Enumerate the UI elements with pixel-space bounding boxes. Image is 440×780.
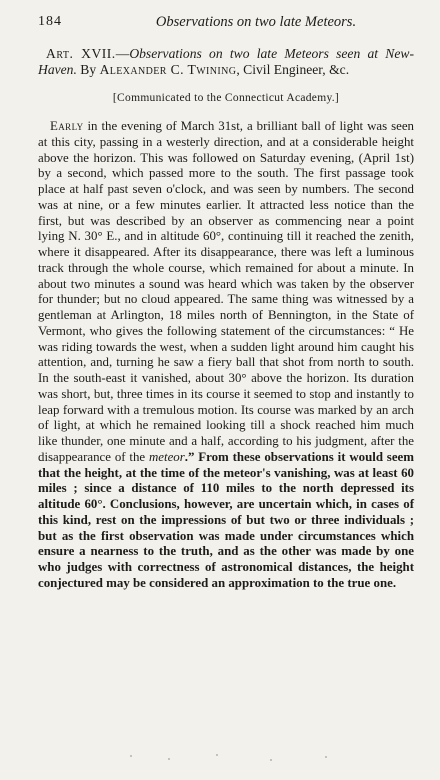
communicated-note: [Communicated to the Connecticut Academy.] bbox=[112, 92, 340, 104]
author-affiliation: , Civil Engineer, &c. bbox=[236, 61, 350, 77]
emphasis-meteor: meteor bbox=[148, 449, 185, 464]
author-name: Alexander C. Twining bbox=[99, 61, 237, 77]
heading-dash: — bbox=[115, 46, 130, 61]
body-part-1: in the evening of March 31st, a brilliant ball of light was seen at this city, passing in a westerly direction, and at a considerable height above the horizon. This was followed on Saturday evening, (April 1st) by a second, which passed more to the south. The first passage took place at half past seven o'clock, and was seen by numbers. The second was at nine, or a few minutes earlier. It attracted less notice than the first, but was described by an observer as commencing near a point lying N. 30° E., and in altitude 60°, continuing till it reached the zenith, where it disappeared. After its disappearance, there was left a luminous track through the whole course, which remained for about a minute. In about two minutes a sound was heard which was taken by the observer for thunder; but no cloud appeared. The same thing was witnessed by a gentleman at Arlington, 18 miles north of Bennington, in the State of Vermont, who gives the following statement of the circumstances: “ He was riding towards the west, when a sudden light around him caught his attention, and, turning he saw a fiery ball that shot from north to south. In the south-east it vanished, about 30° above the horizon. Its duration was short, but, three times in its course it seemed to stop and instantly to leap forward with a tremulous motion. Its course was marked by an arch of light, at which he remained looking till a shock reached him much like thunder, one minute and a half, according to his judgment, after the disappearance of the bbox=[38, 119, 414, 464]
running-head bbox=[38, 12, 414, 32]
paper-speckle bbox=[120, 752, 340, 762]
page-number: 184 bbox=[38, 14, 62, 29]
byline-by: By bbox=[80, 61, 97, 77]
running-title: Observations on two late Meteors. bbox=[155, 14, 357, 30]
body-part-2: .” From these observations it would seem that the height, at the time of the meteor's vanishing, was at least 60 miles ; since a distance of 110 miles to the north depressed its altitude 60°. Conclusions, however, are uncertain which, in cases of this kind, rest on the impressions of but two or three individuals ; but as the first observation was made under circumstances which ensure a nearness to the truth, and as the other was made by one who judges with correctness of astronomical distances, the height conjectured may be considered an approximation to the true one. bbox=[38, 449, 415, 590]
article-heading bbox=[38, 46, 414, 77]
article-number: Art. XVII. bbox=[46, 46, 116, 61]
lead-word: Early bbox=[50, 119, 84, 133]
article-title: Observations on two late Meteors seen at New-Haven. bbox=[38, 46, 414, 77]
article-body bbox=[38, 119, 414, 592]
